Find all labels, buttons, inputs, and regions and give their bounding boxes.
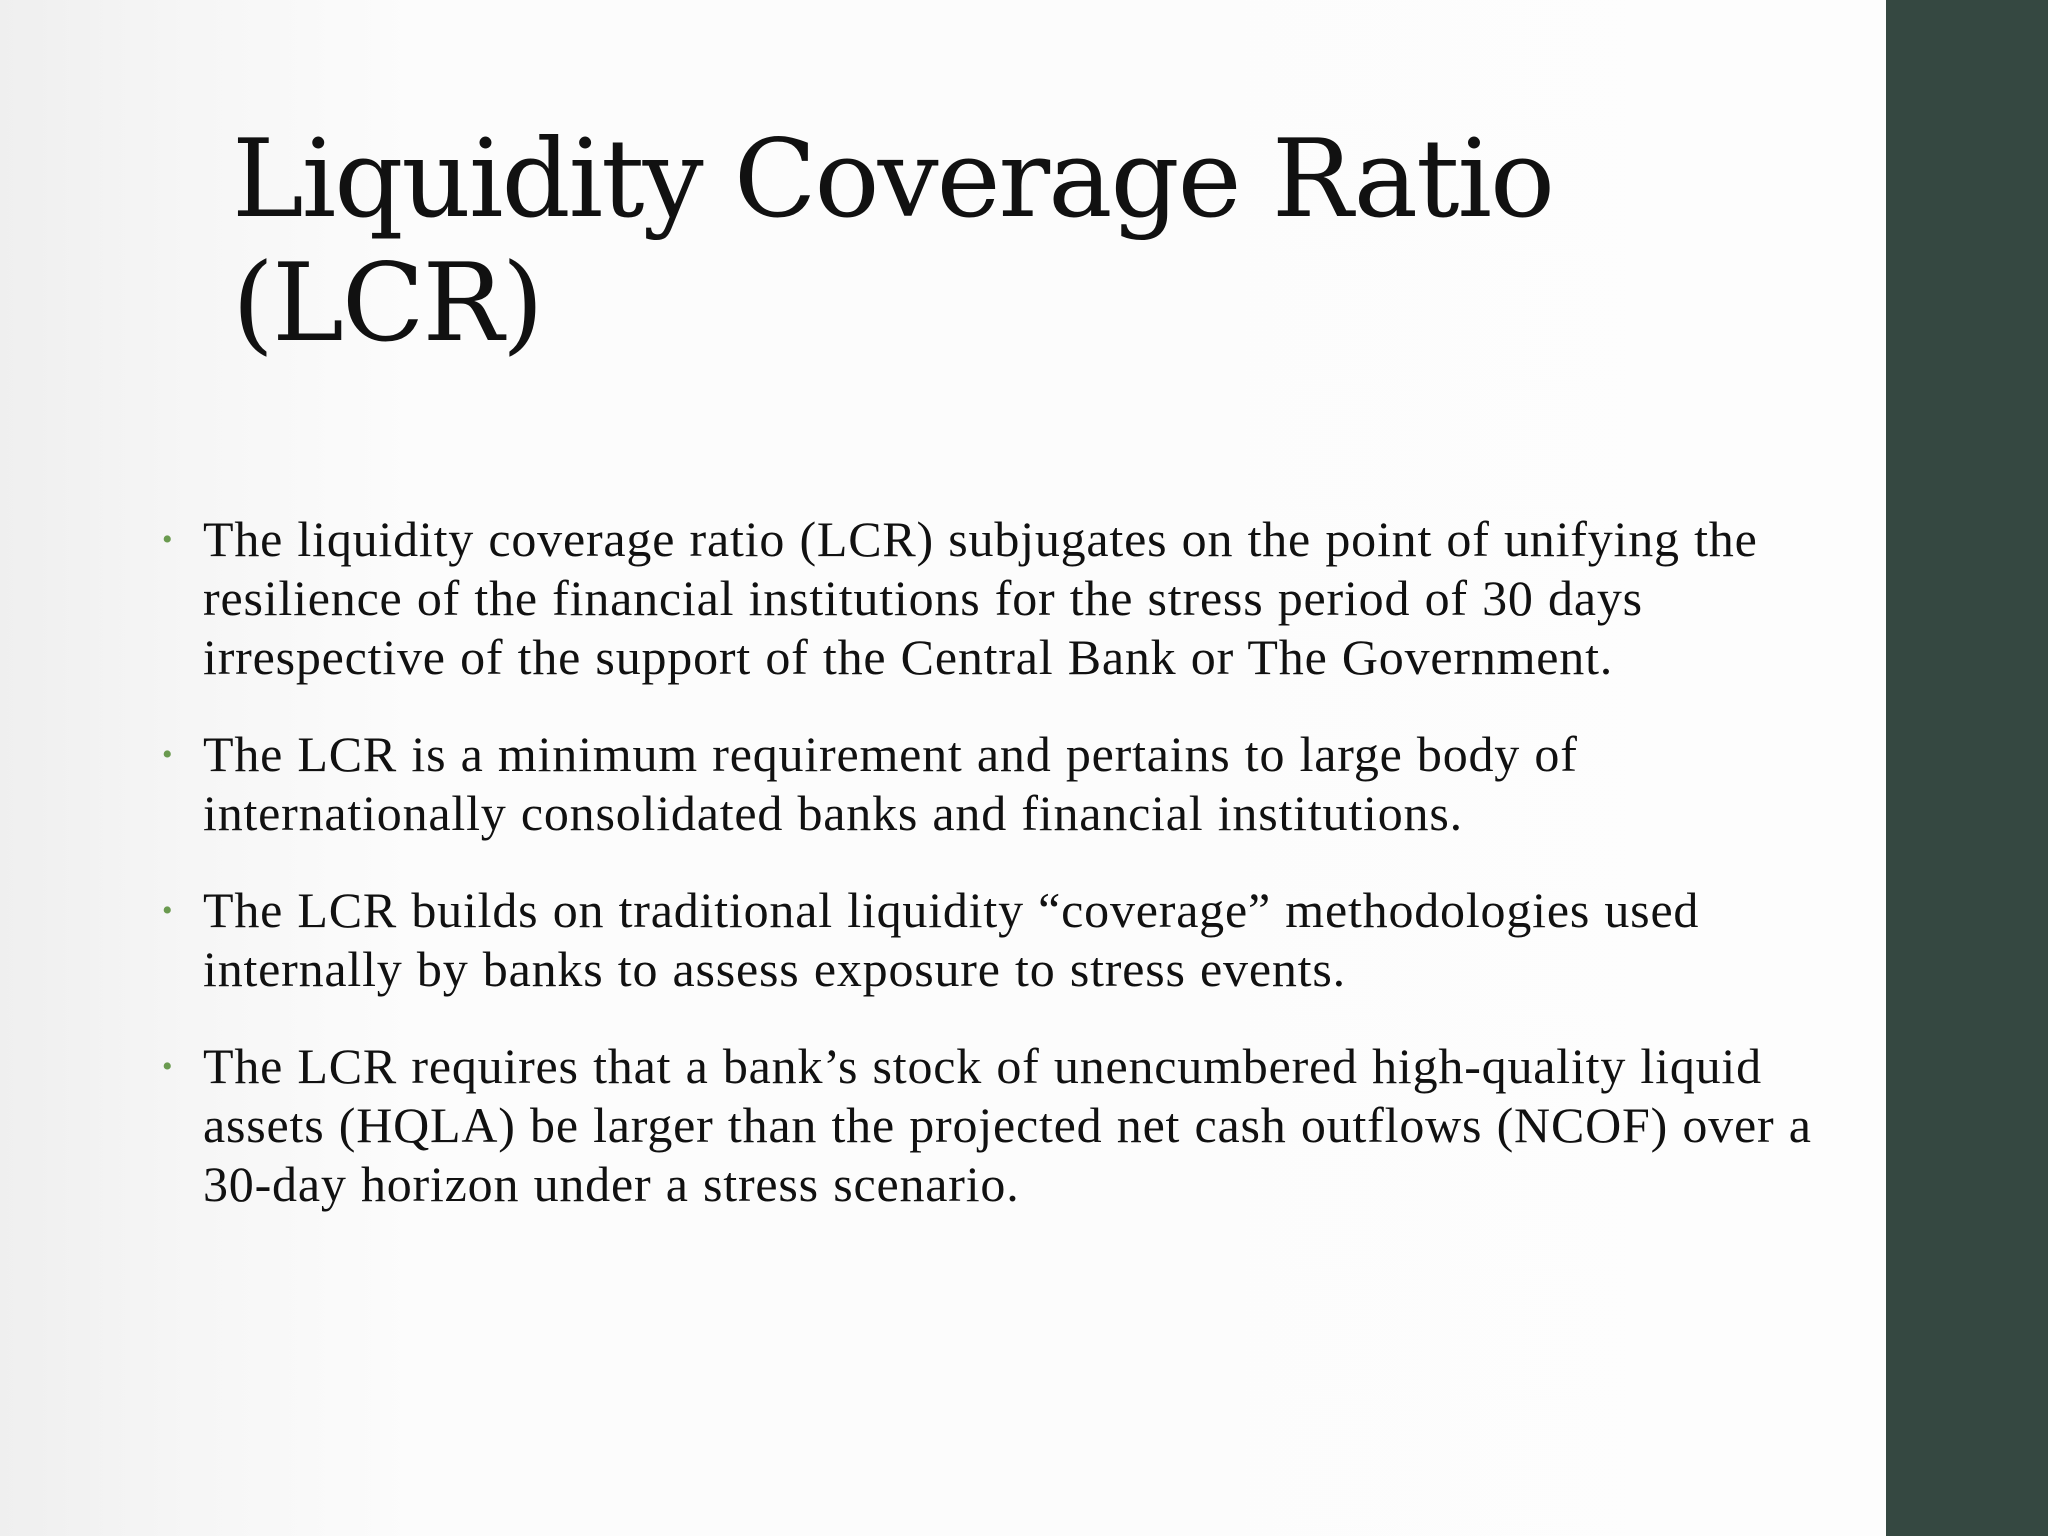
bullet-dot-icon: •: [162, 738, 174, 771]
bullet-item: [160, 725, 1880, 843]
slide-title: Liquidity Coverage Ratio (LCR): [232, 117, 1554, 366]
bullet-item: [160, 881, 1880, 999]
bullet-item: [160, 1037, 1880, 1214]
bullet-dot-icon: •: [162, 1050, 174, 1083]
bullet-dot-icon: •: [162, 894, 174, 927]
bullet-text: The LCR builds on traditional liquidity “coverage” methodologies used internally by banks to assess exposure to stress events.: [203, 882, 1700, 997]
accent-side-bar: [1886, 0, 2048, 1536]
bullet-text: The LCR requires that a bank’s stock of unencumbered high-quality liquid assets (HQLA) be larger than the projected net cash outflows (NCOF) over a 30-day horizon under a stress scenario.: [203, 1038, 1812, 1212]
bullet-dot-icon: •: [162, 523, 174, 556]
bullet-text: The liquidity coverage ratio (LCR) subjugates on the point of unifying the resilience of the financial institutions for the stress period of 30 days irrespective of the support of the Central Bank or The Government.: [203, 511, 1758, 685]
bullet-item: [160, 510, 1880, 687]
bullet-text: The LCR is a minimum requirement and pertains to large body of internationally consolidated banks and financial institutions.: [203, 726, 1578, 841]
bullet-list: [160, 510, 1880, 1252]
